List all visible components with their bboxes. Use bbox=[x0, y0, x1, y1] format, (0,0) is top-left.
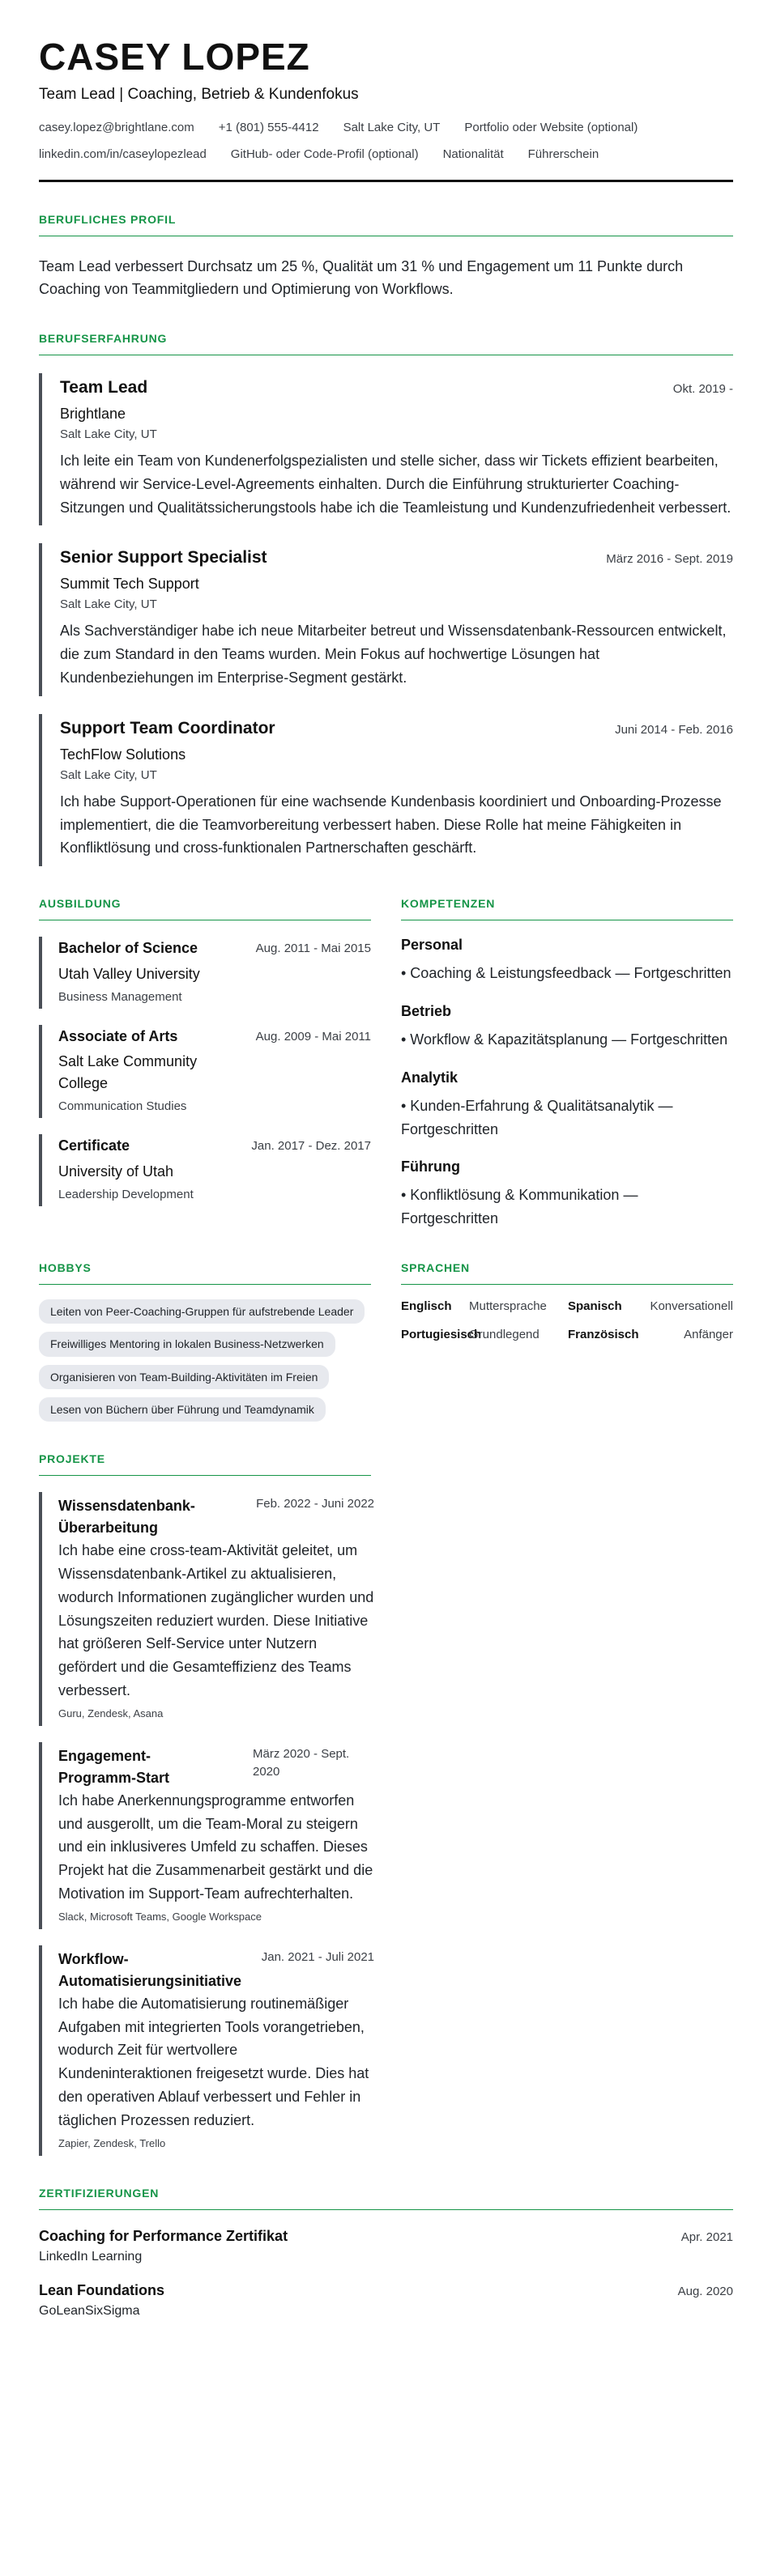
language-list bbox=[401, 1299, 733, 1341]
profile-section bbox=[39, 213, 733, 301]
experience-item bbox=[39, 373, 733, 525]
languages-section bbox=[401, 1261, 733, 1422]
project-name: Workflow-Automatisierungsinitiative bbox=[58, 1950, 242, 1989]
skill-category: Analytik bbox=[401, 1069, 459, 1086]
section-title: AUSBILDUNG bbox=[39, 897, 371, 920]
education-item bbox=[39, 937, 371, 1009]
company-name: TechFlow Solutions bbox=[60, 746, 186, 763]
experience-item bbox=[39, 543, 733, 695]
company-name: Brightlane bbox=[60, 406, 126, 423]
language-name: Portugiesisch bbox=[401, 1328, 482, 1342]
language-level: Konversationell bbox=[650, 1299, 733, 1314]
section-title: KOMPETENZEN bbox=[401, 897, 733, 920]
section-title: ZERTIFIZIERUNGEN bbox=[39, 2187, 733, 2210]
education-dates: Jan. 2017 - Dez. 2017 bbox=[251, 1139, 371, 1154]
section-title: HOBBYS bbox=[39, 1261, 371, 1285]
project-description: Ich habe eine cross-team-Aktivität geleitet, um Wissensdatenbank-Artikel zu aktualisieren, wodurch Informationen zugänglicher wurden und Lösungszeiten reduziert wurden. Diese Initiative hat größeren Self-Service unter Nutzern gefördert und die Gesamteffizienz des Teams verbessert. bbox=[58, 1542, 374, 1698]
project-dates: März 2020 - Sept. 2020 bbox=[253, 1746, 350, 1779]
contact-portfolio[interactable]: Portfolio oder Website (optional) bbox=[464, 121, 638, 135]
school-name: University of Utah bbox=[58, 1163, 174, 1180]
hobby-tag: Freiwilliges Mentoring in lokalen Business-Netzwerken bbox=[39, 1332, 335, 1356]
education-dates: Aug. 2009 - Mai 2011 bbox=[255, 1029, 371, 1044]
project-item bbox=[39, 1492, 374, 1726]
language-level: Muttersprache bbox=[469, 1299, 547, 1314]
job-location: Salt Lake City, UT bbox=[60, 767, 157, 782]
contact-location: Salt Lake City, UT bbox=[343, 121, 441, 135]
certification-issuer: GoLeanSixSigma bbox=[39, 2303, 140, 2318]
hobby-tags bbox=[39, 1299, 371, 1422]
experience-item bbox=[39, 714, 733, 866]
skill-entry: • Workflow & Kapazitätsplanung — Fortgeschritten bbox=[401, 1031, 728, 1048]
project-description: Ich habe die Automatisierung routinemäßiger Aufgaben mit integrierten Tools vorangetrieben, wodurch Zeit für wertvollere Kundeninteraktionen freigesetzt wurde. Dies hat den operativen Ablauf verbessert und Fehler in täglichen Prozessen reduziert. bbox=[58, 1995, 369, 2128]
skill-group bbox=[401, 1003, 733, 1052]
project-dates: Feb. 2022 - Juni 2022 bbox=[256, 1497, 374, 1511]
project-dates: Jan. 2021 - Juli 2021 bbox=[261, 1949, 374, 1964]
education-item bbox=[39, 1134, 371, 1206]
hobbies-languages-row bbox=[39, 1261, 733, 1422]
skill-category: Betrieb bbox=[401, 1003, 452, 1020]
contact-github[interactable]: GitHub- oder Code-Profil (optional) bbox=[230, 147, 419, 162]
degree: Associate of Arts bbox=[58, 1027, 178, 1044]
job-title: Support Team Coordinator bbox=[60, 718, 275, 738]
experience-section bbox=[39, 332, 733, 866]
resume-header bbox=[39, 37, 733, 182]
skills-section bbox=[401, 897, 733, 1231]
education-section bbox=[39, 897, 371, 1231]
education-dates: Aug. 2011 - Mai 2015 bbox=[255, 942, 371, 956]
section-title: PROJEKTE bbox=[39, 1452, 371, 1476]
degree: Bachelor of Science bbox=[58, 940, 198, 957]
project-description: Ich habe Anerkennungsprogramme entworfen und ausgerollt, um die Team-Moral zu steigern und ein inklusiveres Umfeld zu schaffen. Dieses Projekt hat die Zusammenarbeit gestärkt und die Motivation im Support-Team aufrechterhalten. bbox=[58, 1792, 373, 1902]
contact-row bbox=[39, 121, 733, 134]
projects-section bbox=[39, 1452, 374, 2155]
education-skills-row bbox=[39, 897, 733, 1231]
job-title: Team Lead bbox=[60, 378, 148, 397]
project-tools: Slack, Microsoft Teams, Google Workspace bbox=[58, 1910, 262, 1923]
project-tools: Zapier, Zendesk, Trello bbox=[58, 2136, 166, 2149]
project-item bbox=[39, 1945, 374, 2156]
job-description: Als Sachverständiger habe ich neue Mitarbeiter betreut und Wissensdatenbank-Ressourcen entwickelt, die zum Standard in den Teams wurden. Mein Fokus auf hochwertige Lösungen hat Kundenbeziehungen im Enterprise-Segment gestärkt. bbox=[60, 623, 727, 687]
field-of-study: Business Management bbox=[58, 989, 182, 1004]
skill-category: Personal bbox=[401, 937, 463, 954]
skill-group bbox=[401, 1069, 733, 1141]
language-level: Grundlegend bbox=[469, 1328, 540, 1342]
job-dates: Okt. 2019 - bbox=[672, 382, 733, 397]
company-name: Summit Tech Support bbox=[60, 576, 199, 593]
language-level: Anfänger bbox=[684, 1328, 733, 1342]
school-name: Utah Valley University bbox=[58, 965, 200, 982]
project-name: Wissensdatenbank-Überarbeitung bbox=[58, 1498, 195, 1537]
skill-category: Führung bbox=[401, 1158, 460, 1175]
skill-entry: • Kunden-Erfahrung & Qualitätsanalytik — Fortgeschritten bbox=[401, 1097, 673, 1137]
degree: Certificate bbox=[58, 1137, 130, 1154]
school-name: Salt Lake Community College bbox=[58, 1053, 198, 1092]
contact-phone[interactable]: +1 (801) 555-4412 bbox=[218, 121, 319, 135]
hobbies-section bbox=[39, 1261, 371, 1422]
header-divider bbox=[39, 180, 733, 182]
contact-row bbox=[39, 148, 733, 160]
project-tools: Guru, Zendesk, Asana bbox=[58, 1707, 164, 1719]
section-title: SPRACHEN bbox=[401, 1261, 733, 1285]
job-location: Salt Lake City, UT bbox=[60, 427, 157, 442]
certifications-section bbox=[39, 2187, 733, 2319]
profile-summary: Team Lead verbessert Durchsatz um 25 %, Qualität um 31 % und Engagement um 11 Punkte durch Coaching von Teammitgliedern und Optimierung von Workflows. bbox=[39, 258, 684, 298]
contact-info bbox=[39, 121, 733, 160]
contact-linkedin[interactable]: linkedin.com/in/caseylopezlead bbox=[39, 147, 207, 162]
job-location: Salt Lake City, UT bbox=[60, 597, 157, 612]
language-name: Englisch bbox=[401, 1299, 452, 1314]
hobby-tag: Leiten von Peer-Coaching-Gruppen für aufstrebende Leader bbox=[39, 1299, 365, 1324]
certification-issuer: LinkedIn Learning bbox=[39, 2249, 143, 2264]
language-name: Spanisch bbox=[568, 1299, 622, 1314]
contact-nationality: Nationalität bbox=[442, 147, 504, 162]
field-of-study: Leadership Development bbox=[58, 1187, 194, 1201]
candidate-name: CASEY LOPEZ bbox=[39, 36, 310, 78]
section-title: BERUFLICHES PROFIL bbox=[39, 213, 733, 236]
job-title: Senior Support Specialist bbox=[60, 548, 267, 567]
skill-entry: • Konfliktlösung & Kommunikation — Fortgeschritten bbox=[401, 1187, 638, 1227]
field-of-study: Communication Studies bbox=[58, 1099, 187, 1114]
contact-email[interactable]: casey.lopez@brightlane.com bbox=[39, 121, 194, 135]
headline: Team Lead | Coaching, Betrieb & Kundenfokus bbox=[39, 86, 359, 104]
certification-item bbox=[39, 2282, 733, 2319]
certification-date: Aug. 2020 bbox=[677, 2284, 733, 2298]
certification-date: Apr. 2021 bbox=[680, 2230, 733, 2244]
hobby-tag: Lesen von Büchern über Führung und Teamdynamik bbox=[39, 1397, 326, 1422]
job-description: Ich habe Support-Operationen für eine wachsende Kundenbasis koordiniert und Onboarding-Prozesse implementiert, die die Teamvorbereitung verbessert haben. Diese Rolle hat meine Fähigkeiten in Konfliktlösung und cross-funktionalen Partnerschaften geschärft. bbox=[60, 793, 722, 857]
job-dates: Juni 2014 - Feb. 2016 bbox=[615, 722, 733, 737]
job-dates: März 2016 - Sept. 2019 bbox=[606, 552, 733, 567]
education-item bbox=[39, 1025, 371, 1119]
skill-entry: • Coaching & Leistungsfeedback — Fortgeschritten bbox=[401, 965, 731, 982]
contact-license: Führerschein bbox=[527, 147, 599, 162]
job-description: Ich leite ein Team von Kundenerfolgspezialisten und stelle sicher, dass wir Tickets effizient bearbeiten, während wir Service-Level-Agreements einhalten. Durch die Einführung strukturierter Coaching-Sitzungen und Qualitätssicherungstools habe ich die Teamleistung und Kundenzufriedenheit verbessert. bbox=[60, 453, 731, 516]
project-name: Engagement-Programm-Start bbox=[58, 1747, 170, 1786]
skill-group bbox=[401, 937, 733, 985]
certification-item bbox=[39, 2228, 733, 2264]
project-item bbox=[39, 1742, 374, 1929]
language-name: Französisch bbox=[568, 1328, 639, 1342]
skill-group bbox=[401, 1158, 733, 1231]
certification-name: Coaching for Performance Zertifikat bbox=[39, 2227, 288, 2244]
hobby-tag: Organisieren von Team-Building-Aktivitäten im Freien bbox=[39, 1365, 329, 1389]
certification-name: Lean Foundations bbox=[39, 2281, 164, 2298]
section-title: BERUFSERFAHRUNG bbox=[39, 332, 733, 355]
